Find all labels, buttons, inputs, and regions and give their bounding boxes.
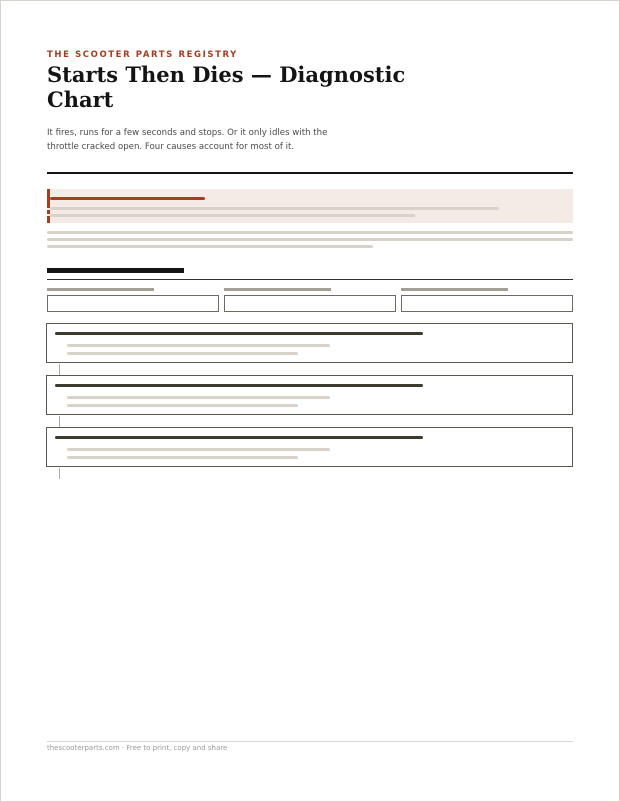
step-line-placeholder (67, 448, 330, 451)
step-connector (59, 416, 60, 427)
callout-accent-mark (47, 216, 50, 223)
step-title-placeholder (55, 384, 423, 387)
field-input-box[interactable] (224, 295, 396, 312)
diagnostic-step-card (46, 323, 573, 363)
intro-paragraph: It fires, runs for a few seconds and stops. Or it only idles with the throttle cracked open. Four causes account for most of it. (47, 128, 328, 152)
step-connector (59, 468, 60, 479)
step-connector (59, 364, 60, 375)
step-line-placeholder (67, 404, 298, 407)
page-title: Starts Then Dies — Diagnostic Chart (47, 62, 406, 112)
header-divider (47, 172, 573, 174)
footer-credit: thescooterparts.com · Free to print, copy and share (47, 744, 228, 752)
callout-heading-placeholder (50, 197, 205, 200)
callout-line-placeholder (50, 207, 499, 210)
field-label-placeholder (224, 288, 331, 291)
diagnostic-step-card (46, 375, 573, 415)
body-line-placeholder (47, 245, 373, 248)
step-line-placeholder (67, 352, 298, 355)
step-title-placeholder (55, 436, 423, 439)
callout-panel (47, 189, 573, 223)
body-line-placeholder (47, 231, 573, 234)
field-label-placeholder (401, 288, 508, 291)
field-input-box[interactable] (47, 295, 219, 312)
section-heading-placeholder (47, 268, 184, 273)
field-label-placeholder (47, 288, 154, 291)
field-input-box[interactable] (401, 295, 573, 312)
step-line-placeholder (67, 396, 330, 399)
publisher-kicker: THE SCOOTER PARTS REGISTRY (47, 50, 238, 60)
step-title-placeholder (55, 332, 423, 335)
body-line-placeholder (47, 238, 573, 241)
step-line-placeholder (67, 344, 330, 347)
footer-divider (47, 741, 573, 742)
step-line-placeholder (67, 456, 298, 459)
diagnostic-step-card (46, 427, 573, 467)
section-divider (47, 279, 573, 280)
callout-line-placeholder (50, 214, 415, 217)
